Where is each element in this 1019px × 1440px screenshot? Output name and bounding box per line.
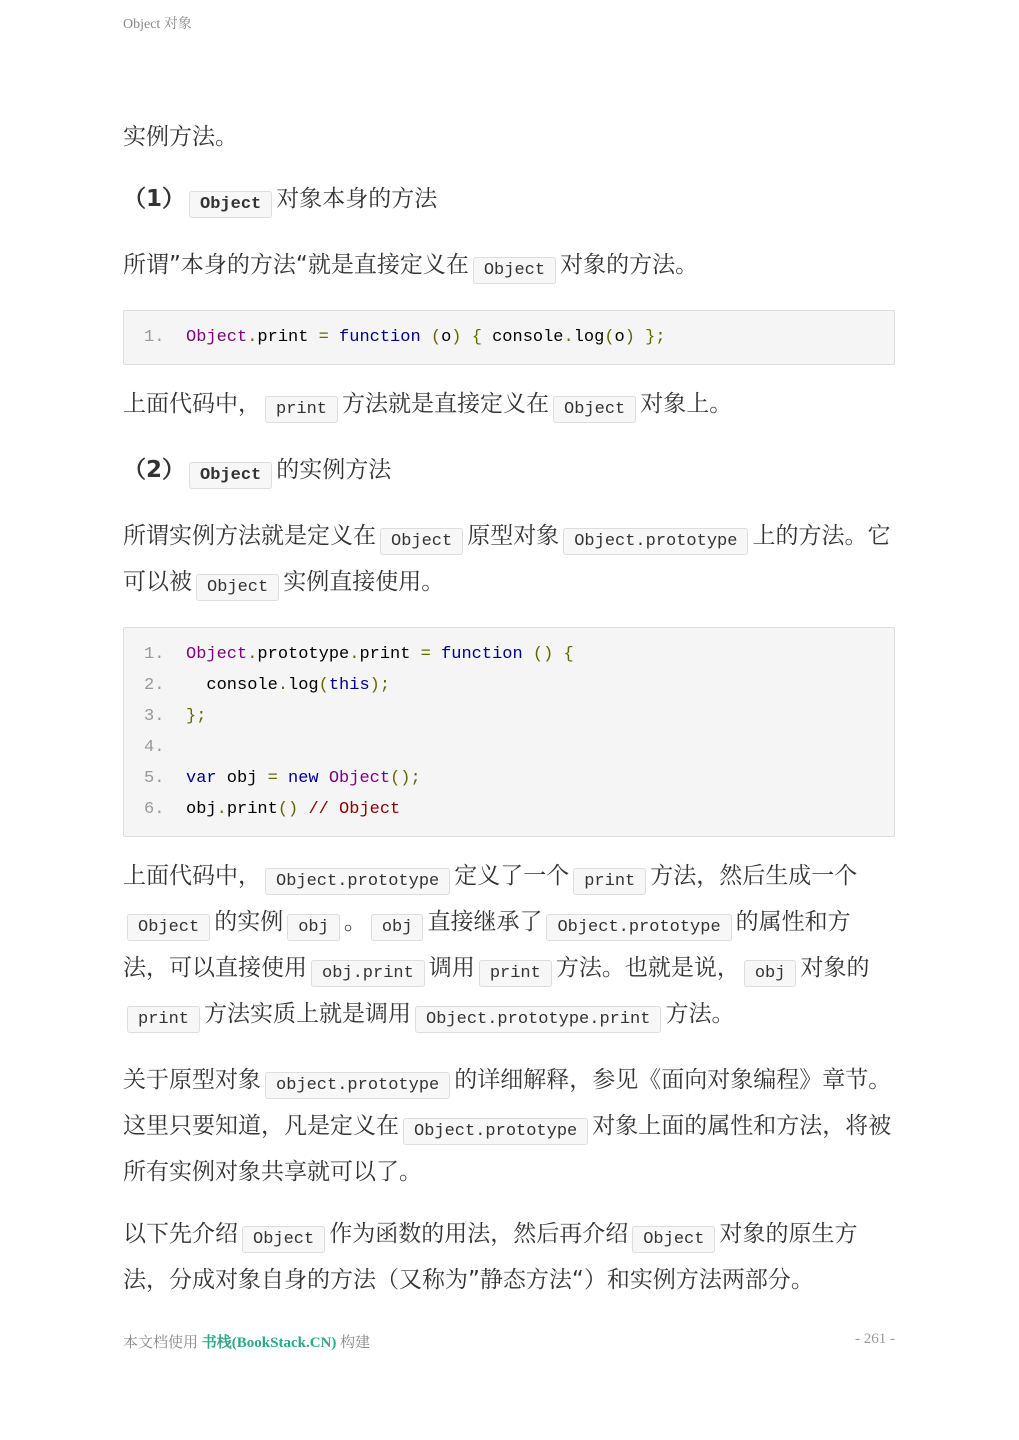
code-token: o <box>441 328 452 347</box>
code-token <box>461 328 471 347</box>
page-footer-credit: 本文档使用 书栈(BookStack.CN) 构建 <box>123 1335 371 1351</box>
inline-code: obj <box>744 960 797 987</box>
code-line <box>144 670 874 701</box>
code-token: . <box>563 328 574 347</box>
code-token: () <box>277 800 299 819</box>
inline-code: print <box>479 960 552 987</box>
document-content <box>123 116 895 1321</box>
code-line <box>144 763 874 794</box>
line-number: 6. <box>144 800 165 819</box>
code-line <box>144 794 874 825</box>
line-number: 3. <box>144 707 165 726</box>
line-number: 5. <box>144 769 165 788</box>
code-token: console <box>481 328 564 347</box>
code-token: . <box>247 328 258 347</box>
inline-code: Object <box>473 257 556 284</box>
code-token: Object <box>328 769 391 788</box>
code-token: ) <box>624 328 635 347</box>
line-number: 1. <box>144 328 165 347</box>
code-token: ); <box>369 676 391 695</box>
code-token: log <box>573 328 605 347</box>
code-token: Object <box>186 328 248 347</box>
code-token: { <box>471 328 482 347</box>
code-token <box>319 769 329 788</box>
heading-text: 对象本身的方法 <box>276 186 438 212</box>
inline-code: obj.print <box>311 960 425 987</box>
inline-code: Object.prototype <box>563 528 748 555</box>
section-heading-2 <box>123 449 895 495</box>
paragraph: 上面代码中， print 方法就是直接定义在 Object 对象上。 <box>123 383 895 429</box>
section-heading-1 <box>123 178 895 224</box>
code-token <box>421 328 431 347</box>
code-token <box>329 328 339 347</box>
code-token: print <box>257 328 319 347</box>
code-token: obj <box>216 769 268 788</box>
inline-code: Object <box>380 528 463 555</box>
code-token: = <box>267 769 278 788</box>
code-token <box>635 328 645 347</box>
code-token: }; <box>645 328 666 347</box>
inline-code: Object <box>242 1226 325 1253</box>
paragraph: 所谓”本身的方法“就是直接定义在 Object 对象的方法。 <box>123 244 895 290</box>
code-line <box>144 639 874 670</box>
inline-code: Object <box>189 191 272 218</box>
code-token: // Object <box>308 800 401 819</box>
paragraph: 以下先介绍 Object 作为函数的用法，然后再介绍 Object 对象的原生方法，分成对象自身的方法（又称为”静态方法“）和实例方法两部分。 <box>123 1221 858 1293</box>
inline-code: Object <box>189 462 272 489</box>
inline-code: print <box>265 396 338 423</box>
code-token: function <box>441 645 523 664</box>
page-number: - 261 - <box>855 1331 895 1347</box>
inline-code: Object <box>127 914 210 941</box>
code-token: function <box>339 328 421 347</box>
code-token <box>278 769 288 788</box>
inline-code: Object.prototype <box>403 1118 588 1145</box>
inline-code: print <box>573 868 646 895</box>
code-token: var <box>186 769 217 788</box>
code-token: ) <box>451 328 462 347</box>
code-token: . <box>247 645 258 664</box>
code-token: print <box>226 800 278 819</box>
paragraph: 关于原型对象 object.prototype 的详细解释，参见《面向对象编程》章节。这里只要知道，凡是定义在 Object.prototype 对象上面的属性和方法，将被所有实例对象共享就可以了。 <box>123 1067 892 1185</box>
code-token: ( <box>318 676 329 695</box>
heading-number: （2） <box>123 457 186 483</box>
inline-code: print <box>127 1006 200 1033</box>
code-token: ( <box>430 328 442 347</box>
code-token: }; <box>186 707 207 726</box>
code-block-1 <box>123 310 895 365</box>
inline-code: Object.prototype <box>265 868 450 895</box>
code-token: log <box>288 676 319 695</box>
code-token: print <box>359 645 421 664</box>
code-token: prototype <box>257 645 350 664</box>
line-number: 2. <box>144 676 165 695</box>
inline-code: Object.prototype.print <box>415 1006 661 1033</box>
line-number: 4. <box>144 738 165 757</box>
inline-code: object.prototype <box>265 1072 450 1099</box>
inline-code: obj <box>371 914 424 941</box>
heading-text: 的实例方法 <box>276 457 392 483</box>
heading-number: （1） <box>123 186 186 212</box>
code-line <box>144 701 874 732</box>
paragraph: 所谓实例方法就是定义在 Object 原型对象 Object.prototype 上的方法。它可以被 Object 实例直接使用。 <box>123 515 895 607</box>
brand-link[interactable]: 书栈(BookStack.CN) <box>201 1335 337 1351</box>
code-token <box>553 645 563 664</box>
code-token: Object <box>186 645 248 664</box>
page-header-title: Object 对象 <box>123 17 192 32</box>
code-block-2 <box>123 627 895 837</box>
code-token: ( <box>604 328 615 347</box>
paragraph <box>123 116 895 158</box>
code-token: new <box>288 769 319 788</box>
code-token: . <box>277 676 289 695</box>
inline-code: Object <box>553 396 636 423</box>
code-token: . <box>349 645 360 664</box>
code-line <box>144 322 874 353</box>
code-token <box>523 645 533 664</box>
code-token: { <box>563 645 574 664</box>
code-token: = <box>420 645 431 664</box>
inline-code: obj <box>287 914 340 941</box>
inline-code: Object <box>632 1226 715 1253</box>
code-token: o <box>614 328 625 347</box>
paragraph-text: 实例方法。 <box>123 124 238 150</box>
code-token <box>431 645 441 664</box>
line-number: 1. <box>144 645 165 664</box>
code-token: = <box>318 328 329 347</box>
code-token: console <box>186 676 278 695</box>
paragraph: 上面代码中， Object.prototype 定义了一个 print 方法，然后生成一个Object 的实例 obj 。 obj 直接继承了 Object.prototype 的属性和方法，可以直接使用 obj.print 调用 print 方法。也就是说， obj 对象的print 方法实质上就是调用 Object.prototype.print 方法。 <box>123 855 895 1039</box>
code-token <box>298 800 308 819</box>
inline-code: Object.prototype <box>546 914 731 941</box>
code-line <box>144 732 874 763</box>
code-token: (); <box>390 769 421 788</box>
code-token: () <box>532 645 554 664</box>
code-token: . <box>216 800 227 819</box>
inline-code: Object <box>196 574 279 601</box>
code-token: this <box>328 676 370 695</box>
code-token: obj <box>186 800 217 819</box>
